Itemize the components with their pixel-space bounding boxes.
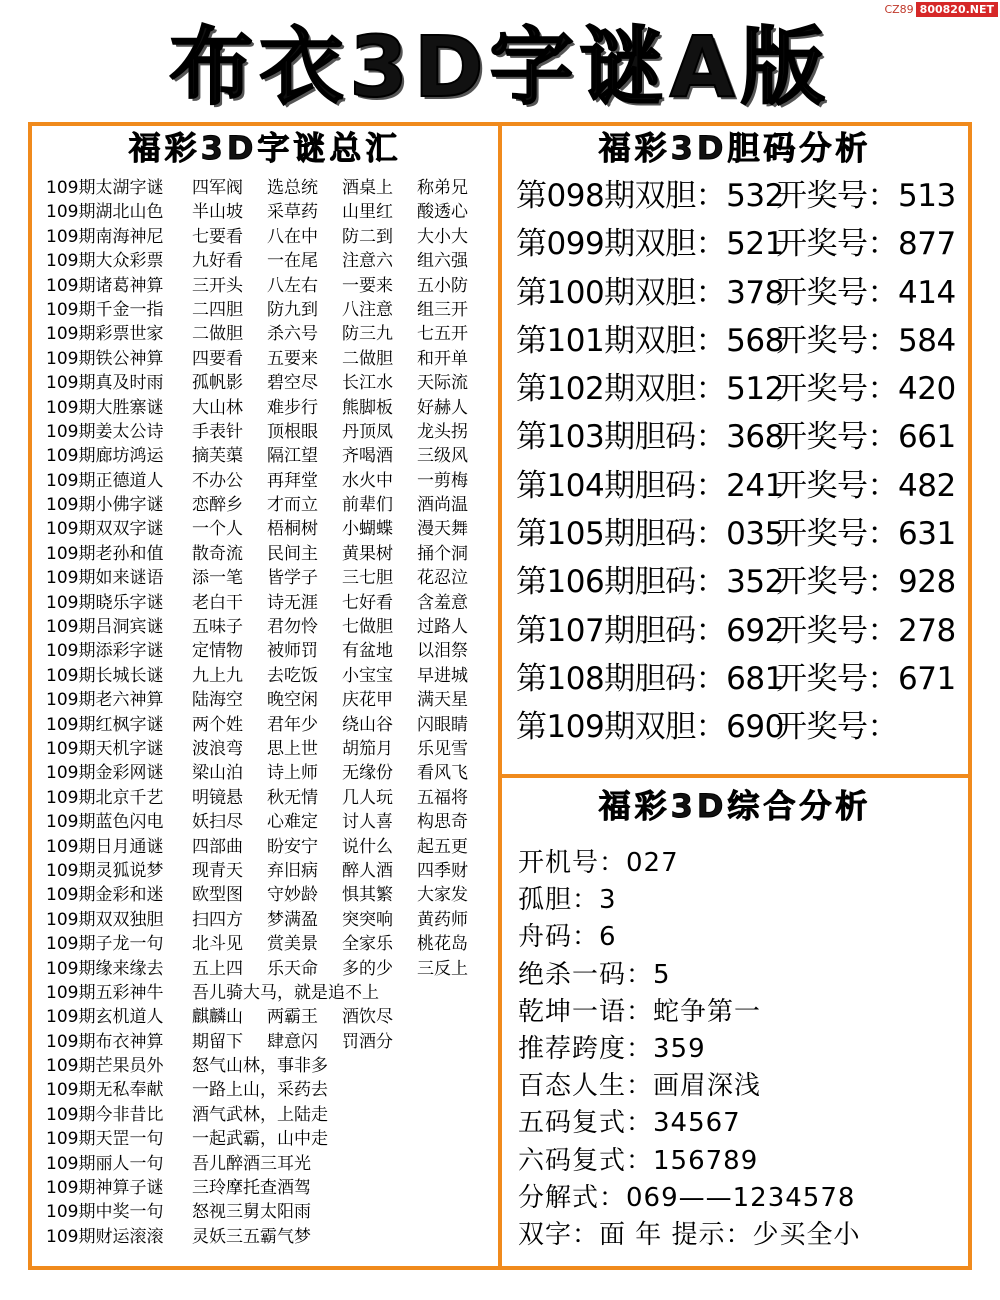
- riddle-phrase: 一在尾: [267, 251, 318, 272]
- dan-pick: 第107期胆码：692: [516, 612, 784, 649]
- riddle-phrase: 三级风: [417, 446, 468, 467]
- riddle-row: [46, 713, 494, 737]
- riddle-row: [46, 1078, 494, 1102]
- riddle-row: [46, 664, 494, 688]
- riddle-phrase: 酒尚温: [417, 495, 468, 516]
- riddle-phrase: 怒视三舅太阳雨: [192, 1202, 311, 1223]
- riddle-source: 109期老六神算: [46, 690, 164, 711]
- draw-result: 开奖号：631: [776, 516, 956, 553]
- riddle-phrase: 民间主: [267, 543, 318, 564]
- riddle-row: [46, 883, 494, 907]
- site-watermark: [882, 2, 998, 17]
- dan-row: [516, 655, 966, 703]
- riddle-phrase: 难步行: [267, 397, 318, 418]
- riddle-row: [46, 469, 494, 493]
- riddle-phrase: 采草药: [267, 202, 318, 223]
- riddle-row: [46, 322, 494, 346]
- riddle-source: 109期缘来缘去: [46, 958, 164, 979]
- riddle-phrase: 五味子: [192, 617, 243, 638]
- riddle-phrase: 守妙龄: [267, 885, 318, 906]
- riddle-row: [46, 810, 494, 834]
- riddle-phrase: 二做胆: [342, 348, 393, 369]
- riddle-source: 109期小佛字谜: [46, 495, 164, 516]
- dan-pick: 第108期胆码：681: [516, 660, 784, 697]
- riddle-phrase: 七做胆: [342, 617, 393, 638]
- riddle-phrase: 诗无涯: [267, 592, 318, 613]
- dan-row: [516, 607, 966, 655]
- riddle-phrase: 小蝴蝶: [342, 519, 393, 540]
- riddle-row: [46, 737, 494, 761]
- riddle-phrase: 麒麟山: [192, 1007, 243, 1028]
- riddle-phrase: 四军阀: [192, 178, 243, 198]
- riddle-phrase: 一剪梅: [417, 470, 468, 491]
- riddle-phrase: 两霸王: [267, 1007, 318, 1028]
- riddle-phrase: 三七胆: [342, 568, 393, 589]
- dan-pick: 第101期双胆：568: [516, 322, 784, 359]
- riddle-source: 109期长城长谜: [46, 665, 164, 686]
- dan-pick: 第103期胆码：368: [516, 419, 784, 456]
- riddle-source: 109期天罡一句: [46, 1129, 164, 1150]
- riddle-phrase: 五上四: [192, 958, 243, 979]
- analysis-item: 孤胆：3: [518, 885, 617, 916]
- riddle-row: [46, 761, 494, 785]
- riddle-phrase: 几人玩: [342, 787, 393, 808]
- riddle-row: [46, 1152, 494, 1176]
- riddle-phrase: 顶根眼: [267, 421, 318, 442]
- riddle-phrase: 隔江望: [267, 446, 318, 467]
- riddle-source: 109期吕洞宾谜: [46, 617, 164, 638]
- riddle-source: 109期大众彩票: [46, 251, 164, 272]
- analysis-item: 百态人生：画眉深浅: [518, 1071, 762, 1102]
- riddle-source: 109期无私奉献: [46, 1080, 164, 1101]
- riddle-source: 109期芒果员外: [46, 1056, 164, 1077]
- riddle-source: 109期今非昔比: [46, 1104, 164, 1125]
- riddle-phrase: 现青天: [192, 860, 243, 881]
- riddle-phrase: 再拜堂: [267, 470, 318, 491]
- riddle-phrase: 桃花岛: [417, 934, 468, 955]
- watermark-code: CZ89: [884, 3, 914, 16]
- dan-pick: 第109期双胆：690: [516, 709, 784, 746]
- riddle-phrase: 讨人喜: [342, 812, 393, 833]
- riddle-source: 109期诸葛神算: [46, 275, 164, 296]
- riddle-phrase: 丹顶凤: [342, 421, 393, 442]
- riddle-source: 109期老孙和值: [46, 543, 164, 564]
- riddle-phrase: 杀六号: [267, 324, 318, 345]
- riddle-phrase: 思上世: [267, 738, 318, 759]
- riddle-phrase: 肆意闪: [267, 1031, 318, 1052]
- draw-result: 开奖号：877: [776, 226, 956, 263]
- draw-result: 开奖号：414: [776, 274, 956, 311]
- riddle-source: 109期太湖字谜: [46, 178, 164, 198]
- riddle-phrase: 盼安宁: [267, 836, 318, 857]
- riddle-source: 109期红枫字谜: [46, 714, 164, 735]
- riddle-phrase: 黄果树: [342, 543, 393, 564]
- dan-row: [516, 558, 966, 606]
- riddle-phrase: 大小大: [417, 226, 468, 247]
- riddle-phrase: 酒气武林，上陆走: [192, 1104, 328, 1125]
- riddle-phrase: 四季财: [417, 860, 468, 881]
- dan-row: [516, 365, 966, 413]
- draw-result: 开奖号：: [776, 709, 898, 746]
- riddle-source: 109期姜太公诗: [46, 421, 164, 442]
- dan-row: [516, 413, 966, 461]
- riddle-row: [46, 1030, 494, 1054]
- riddle-source: 109期丽人一句: [46, 1153, 164, 1174]
- riddle-source: 109期玄机道人: [46, 1007, 164, 1028]
- riddle-source: 109期金彩网谜: [46, 763, 164, 784]
- riddle-phrase: 酸透心: [417, 202, 468, 223]
- riddle-row: [46, 298, 494, 322]
- riddle-row: [46, 1200, 494, 1224]
- riddle-phrase: 五小防: [417, 275, 468, 296]
- riddle-row: [46, 420, 494, 444]
- riddle-phrase: 七五开: [417, 324, 468, 345]
- riddle-source: 109期日月通谜: [46, 836, 164, 857]
- riddle-phrase: 多的少: [342, 958, 393, 979]
- riddle-phrase: 八注意: [342, 299, 393, 320]
- riddle-phrase: 长江水: [342, 373, 393, 394]
- riddle-phrase: 三反上: [417, 958, 468, 979]
- riddle-phrase: 添一笔: [192, 568, 243, 589]
- riddle-phrase: 摘芙蕖: [192, 446, 243, 467]
- riddle-source: 109期五彩神牛: [46, 982, 164, 1003]
- riddle-source: 109期灵狐说梦: [46, 860, 164, 881]
- riddle-phrase: 绕山谷: [342, 714, 393, 735]
- riddle-phrase: 梁山泊: [192, 763, 243, 784]
- riddle-row: [46, 371, 494, 395]
- riddle-source: 109期大胜寨谜: [46, 397, 164, 418]
- horizontal-divider: [498, 774, 972, 778]
- riddle-phrase: 龙头拐: [417, 421, 468, 442]
- riddle-row: [46, 249, 494, 273]
- draw-result: 开奖号：420: [776, 371, 956, 408]
- dan-section-title: 福彩3D胆码分析: [598, 129, 872, 167]
- riddle-phrase: 九上九: [192, 665, 243, 686]
- riddle-phrase: 看风飞: [417, 763, 468, 784]
- riddle-phrase: 吾儿骑大马，就是追不上: [192, 982, 379, 1003]
- dan-pick: 第102期双胆：512: [516, 371, 784, 408]
- riddle-phrase: 定情物: [192, 641, 243, 662]
- riddle-source: 109期中奖一句: [46, 1202, 164, 1223]
- riddle-phrase: 波浪弯: [192, 738, 243, 759]
- riddle-row: [46, 591, 494, 615]
- riddle-phrase: 庆花甲: [342, 690, 393, 711]
- dan-pick: 第100期双胆：378: [516, 274, 784, 311]
- riddle-row: [46, 274, 494, 298]
- riddle-phrase: 恋醉乡: [192, 495, 243, 516]
- analysis-item: 绝杀一码：5: [518, 959, 671, 990]
- analysis-item: 推荐跨度：359: [518, 1033, 706, 1064]
- analysis-item: 分解式：069——1234578: [518, 1182, 856, 1213]
- riddle-row: [46, 859, 494, 883]
- riddle-phrase: 过路人: [417, 617, 468, 638]
- riddle-phrase: 期留下: [192, 1031, 243, 1052]
- riddle-phrase: 醉人酒: [342, 860, 393, 881]
- riddle-phrase: 一路上山，采药去: [192, 1080, 328, 1101]
- riddle-phrase: 防三九: [342, 324, 393, 345]
- riddle-phrase: 一起武霸，山中走: [192, 1129, 328, 1150]
- riddle-source: 109期如来谜语: [46, 568, 164, 589]
- riddle-source: 109期添彩字谜: [46, 641, 164, 662]
- riddle-source: 109期天机字谜: [46, 738, 164, 759]
- riddle-row: [46, 1005, 494, 1029]
- riddle-phrase: 全家乐: [342, 934, 393, 955]
- riddle-phrase: 诗上师: [267, 763, 318, 784]
- riddle-source: 109期蓝色闪电: [46, 812, 164, 833]
- riddle-phrase: 漫天舞: [417, 519, 468, 540]
- riddle-phrase: 手表针: [192, 421, 243, 442]
- riddle-row: [46, 444, 494, 468]
- riddle-phrase: 乐天命: [267, 958, 318, 979]
- riddle-phrase: 选总统: [267, 178, 318, 198]
- riddle-source: 109期南海神尼: [46, 226, 164, 247]
- riddle-phrase: 好赫人: [417, 397, 468, 418]
- watermark-site: 800820.NET: [916, 2, 998, 17]
- dan-pick: 第106期胆码：352: [516, 564, 784, 601]
- riddle-phrase: 七好看: [342, 592, 393, 613]
- riddle-phrase: 梧桐树: [267, 519, 318, 540]
- riddle-section-title: 福彩3D字谜总汇: [128, 129, 402, 167]
- riddle-row: [46, 1127, 494, 1151]
- riddle-phrase: 起五更: [417, 836, 468, 857]
- riddle-phrase: 组六强: [417, 251, 468, 272]
- riddle-row: [46, 639, 494, 663]
- riddle-source: 109期铁公神算: [46, 348, 164, 369]
- riddle-phrase: 扫四方: [192, 909, 243, 930]
- riddle-phrase: 北斗见: [192, 934, 243, 955]
- analysis-item: 六码复式：156789: [518, 1145, 759, 1176]
- dan-pick: 第098期双胆：532: [516, 178, 784, 214]
- draw-result: 开奖号：482: [776, 467, 956, 504]
- riddle-phrase: 四部曲: [192, 836, 243, 857]
- riddle-phrase: 去吃饭: [267, 665, 318, 686]
- riddle-source: 109期真及时雨: [46, 373, 164, 394]
- riddle-phrase: 早进城: [417, 665, 468, 686]
- riddle-source: 109期双双独胆: [46, 909, 164, 930]
- riddle-phrase: 构思奇: [417, 812, 468, 833]
- riddle-phrase: 大家发: [417, 885, 468, 906]
- riddle-phrase: 花忍泣: [417, 568, 468, 589]
- riddle-phrase: 秋无情: [267, 787, 318, 808]
- riddle-phrase: 突突响: [342, 909, 393, 930]
- riddle-phrase: 说什么: [342, 836, 393, 857]
- riddle-phrase: 弃旧病: [267, 860, 318, 881]
- riddle-phrase: 灵妖三五霸气梦: [192, 1226, 311, 1247]
- riddle-phrase: 和开单: [417, 348, 468, 369]
- dan-row: [516, 172, 966, 220]
- riddle-row: [46, 566, 494, 590]
- riddle-row: [46, 176, 494, 200]
- riddle-phrase: 皆学子: [267, 568, 318, 589]
- analysis-item: 双字：面 年 提示：少买全小: [518, 1219, 861, 1250]
- riddle-phrase: 三开头: [192, 275, 243, 296]
- riddle-phrase: 晚空闲: [267, 690, 318, 711]
- riddle-phrase: 被师罚: [267, 641, 318, 662]
- riddle-row: [46, 396, 494, 420]
- riddle-phrase: 注意六: [342, 251, 393, 272]
- riddle-phrase: 君勿怜: [267, 617, 318, 638]
- riddle-row: [46, 981, 494, 1005]
- dan-row: [516, 703, 966, 751]
- riddle-phrase: 罚酒分: [342, 1031, 393, 1052]
- analysis-item: 舟码：6: [518, 922, 617, 953]
- riddle-phrase: 天际流: [417, 373, 468, 394]
- riddle-source: 109期正德道人: [46, 470, 164, 491]
- riddle-phrase: 齐喝酒: [342, 446, 393, 467]
- draw-result: 开奖号：278: [776, 612, 956, 649]
- riddle-source: 109期湖北山色: [46, 202, 164, 223]
- draw-result: 开奖号：671: [776, 660, 956, 697]
- riddle-phrase: 不办公: [192, 470, 243, 491]
- dan-pick: 第099期双胆：521: [516, 226, 784, 263]
- riddle-row: [46, 615, 494, 639]
- riddle-row: [46, 1225, 494, 1249]
- riddle-phrase: 三玲摩托查酒驾: [192, 1178, 311, 1199]
- riddle-phrase: 满天星: [417, 690, 468, 711]
- riddle-row: [46, 957, 494, 981]
- riddle-phrase: 捅个洞: [417, 543, 468, 564]
- riddle-phrase: 乐见雪: [417, 738, 468, 759]
- riddle-phrase: 四要看: [192, 348, 243, 369]
- riddle-phrase: 妖扫尽: [192, 812, 243, 833]
- riddle-row: [46, 786, 494, 810]
- riddle-phrase: 组三开: [417, 299, 468, 320]
- riddle-source: 109期千金一指: [46, 299, 164, 320]
- riddle-row: [46, 1054, 494, 1078]
- riddle-source: 109期布衣神算: [46, 1031, 164, 1052]
- riddle-source: 109期财运滚滚: [46, 1226, 164, 1247]
- riddle-row: [46, 200, 494, 224]
- riddle-phrase: 八左右: [267, 275, 318, 296]
- riddle-phrase: 胡笳月: [342, 738, 393, 759]
- riddle-phrase: 君年少: [267, 714, 318, 735]
- riddle-row: [46, 1103, 494, 1127]
- riddle-phrase: 含羞意: [417, 592, 468, 613]
- riddle-phrase: 七要看: [192, 226, 243, 247]
- riddle-source: 109期神算子谜: [46, 1178, 164, 1199]
- analysis-item: 五码复式：34567: [518, 1108, 741, 1139]
- riddle-phrase: 孤帆影: [192, 373, 243, 394]
- riddle-phrase: 前辈们: [342, 495, 393, 516]
- riddle-phrase: 二做胆: [192, 324, 243, 345]
- dan-pick: 第105期胆码：035: [516, 516, 784, 553]
- riddle-phrase: 五福将: [417, 787, 468, 808]
- riddle-phrase: 吾儿醉酒三耳光: [192, 1153, 311, 1174]
- riddle-phrase: 五要来: [267, 348, 318, 369]
- riddle-phrase: 两个姓: [192, 714, 243, 735]
- dan-row: [516, 220, 966, 268]
- riddle-phrase: 半山坡: [192, 202, 243, 223]
- riddle-source: 109期晓乐字谜: [46, 592, 164, 613]
- riddle-phrase: 散奇流: [192, 543, 243, 564]
- riddle-row: [46, 1176, 494, 1200]
- riddle-phrase: 欧型图: [192, 885, 243, 906]
- riddle-row: [46, 542, 494, 566]
- riddle-source: 109期双双字谜: [46, 519, 164, 540]
- riddle-row: [46, 932, 494, 956]
- riddle-source: 109期子龙一句: [46, 934, 164, 955]
- riddle-phrase: 熊脚板: [342, 397, 393, 418]
- riddle-phrase: 大山林: [192, 397, 243, 418]
- riddle-phrase: 一要来: [342, 275, 393, 296]
- riddle-phrase: 称弟兄: [417, 178, 468, 198]
- dan-row: [516, 317, 966, 365]
- riddle-source: 109期北京千艺: [46, 787, 164, 808]
- riddle-row: [46, 225, 494, 249]
- riddle-phrase: 明镜悬: [192, 787, 243, 808]
- analysis-item: 开机号：027: [518, 848, 679, 878]
- riddle-source: 109期金彩和迷: [46, 885, 164, 906]
- dan-row: [516, 462, 966, 510]
- dan-list: [516, 172, 966, 752]
- riddle-source: 109期廊坊鸿运: [46, 446, 164, 467]
- riddle-phrase: 防九到: [267, 299, 318, 320]
- riddle-phrase: 陆海空: [192, 690, 243, 711]
- riddle-row: [46, 517, 494, 541]
- page-title: 布衣3D字谜A版: [169, 18, 831, 116]
- riddle-phrase: 八在中: [267, 226, 318, 247]
- riddle-row: [46, 493, 494, 517]
- riddle-row: [46, 347, 494, 371]
- riddle-list: [46, 176, 494, 1249]
- draw-result: 开奖号：661: [776, 419, 956, 456]
- zonghe-section-title: 福彩3D综合分析: [598, 787, 872, 825]
- riddle-phrase: 水火中: [342, 470, 393, 491]
- riddle-phrase: 怒气山林，事非多: [192, 1056, 328, 1077]
- riddle-phrase: 九好看: [192, 251, 243, 272]
- riddle-phrase: 梦满盈: [267, 909, 318, 930]
- riddle-phrase: 山里红: [342, 202, 393, 223]
- riddle-row: [46, 835, 494, 859]
- riddle-phrase: 以泪祭: [417, 641, 468, 662]
- dan-row: [516, 269, 966, 317]
- zonghe-list: [518, 845, 968, 1254]
- riddle-row: [46, 908, 494, 932]
- riddle-phrase: 老白干: [192, 592, 243, 613]
- riddle-phrase: 酒饮尽: [342, 1007, 393, 1028]
- vertical-divider: [498, 122, 502, 1270]
- draw-result: 开奖号：513: [776, 178, 956, 214]
- analysis-item: 乾坤一语：蛇争第一: [518, 996, 762, 1027]
- riddle-phrase: 无缘份: [342, 763, 393, 784]
- riddle-phrase: 二四胆: [192, 299, 243, 320]
- riddle-row: [46, 688, 494, 712]
- riddle-phrase: 才而立: [267, 495, 318, 516]
- riddle-phrase: 一个人: [192, 519, 243, 540]
- dan-row: [516, 510, 966, 558]
- riddle-phrase: 闪眼睛: [417, 714, 468, 735]
- draw-result: 开奖号：928: [776, 564, 956, 601]
- riddle-phrase: 赏美景: [267, 934, 318, 955]
- riddle-phrase: 有盆地: [342, 641, 393, 662]
- dan-pick: 第104期胆码：241: [516, 467, 784, 504]
- draw-result: 开奖号：584: [776, 322, 956, 359]
- riddle-phrase: 惧其繁: [342, 885, 393, 906]
- riddle-phrase: 小宝宝: [342, 665, 393, 686]
- riddle-phrase: 防二到: [342, 226, 393, 247]
- riddle-phrase: 碧空尽: [267, 373, 318, 394]
- riddle-source: 109期彩票世家: [46, 324, 164, 345]
- riddle-phrase: 黄药师: [417, 909, 468, 930]
- riddle-phrase: 酒桌上: [342, 178, 393, 198]
- riddle-phrase: 心难定: [267, 812, 318, 833]
